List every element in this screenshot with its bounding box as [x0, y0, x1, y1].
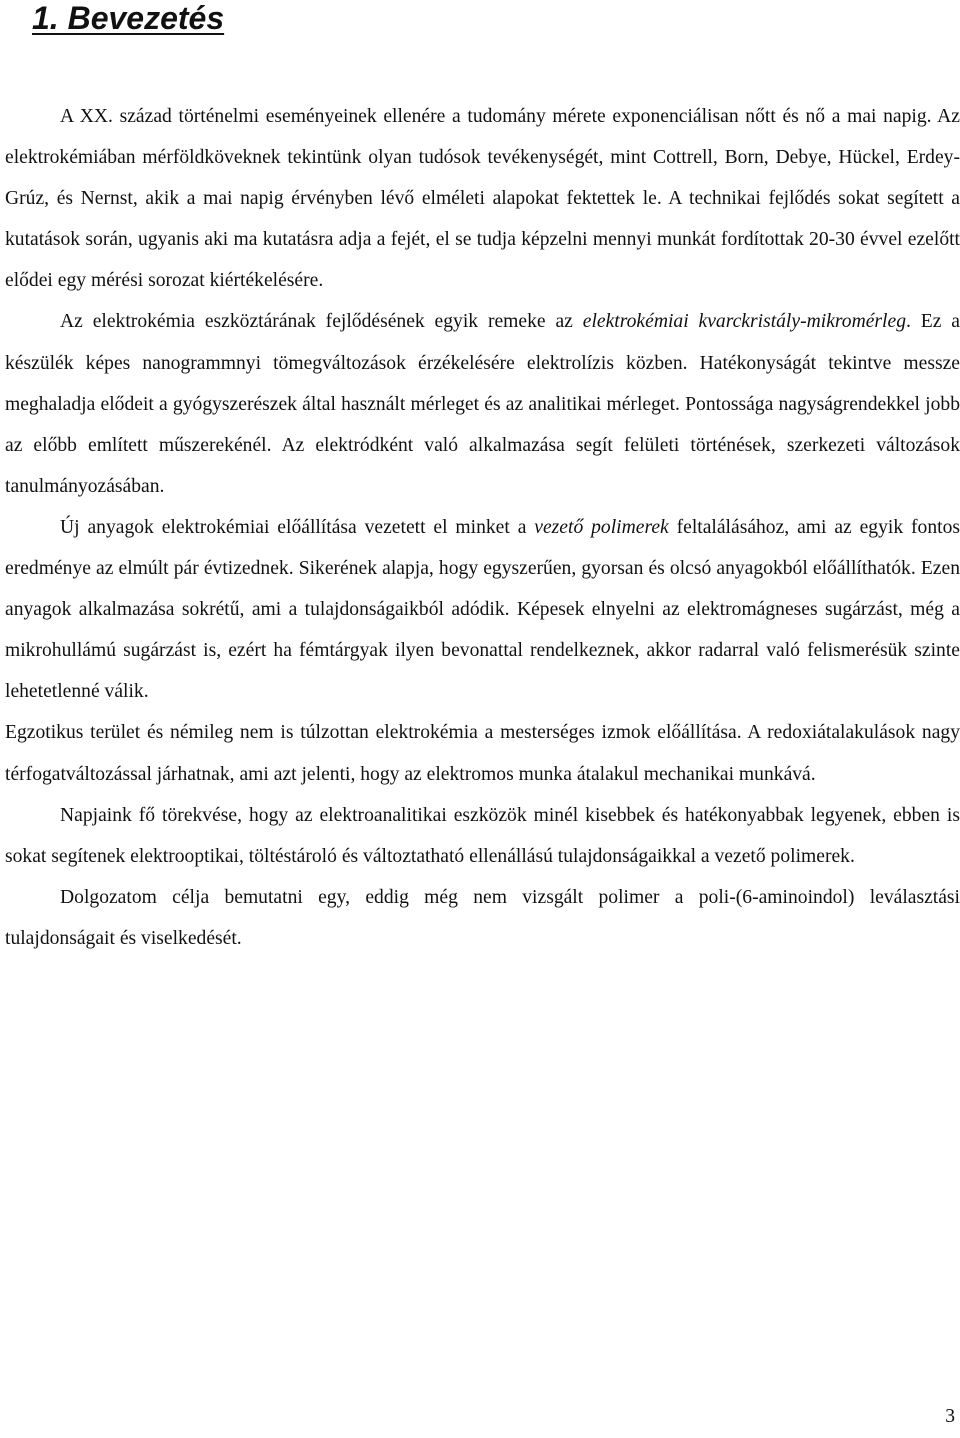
- paragraph-2-text-a: Az elektrokémia eszköztárának fejlődésének egyik remeke az: [60, 311, 583, 333]
- paragraph-3-text-a: Új anyagok elektrokémiai előállítása vezetett el minket a: [60, 516, 535, 538]
- paragraph-3-text-b: feltalálásához, ami az egyik fontos eredménye az elmúlt pár évtizednek. Sikerének alapja, hogy egyszerűen, gyorsan és olcsó anyagokból előállíthatók. Ezen anyagok alkalmazása sokrétű, ami a tulajdonságaikból adódik. Képesek elnyelni az elektromágneses sugárzást, még a mikrohullámú sugárzást is, ezért ha fémtárgyak ilyen bevonattal rendelkeznek, akkor radarral való felismerésük szinte lehetetlenné válik.: [5, 516, 960, 703]
- paragraph-6-text: Dolgozatom célja bemutatni egy, eddig még nem vizsgált polimer a poli-(6-aminoindol) leválasztási tulajdonságait és viselkedését.: [5, 886, 960, 949]
- paragraph-6: [5, 877, 960, 959]
- paragraph-2-term: elektrokémiai kvarckristály-mikromérleg: [582, 311, 906, 333]
- paragraph-3-term: vezető polimerek: [534, 516, 669, 538]
- body-text: [5, 96, 960, 959]
- paragraph-5: [5, 795, 960, 877]
- paragraph-4: [5, 712, 960, 794]
- paragraph-1: [5, 96, 960, 301]
- paragraph-2-text-b: . Ez a készülék képes nanogrammnyi tömegváltozások érzékelésére elektrolízis közben. Hatékonyságát tekintve messze meghaladja elődeit a gyógyszerészek által használt mérleget és az analitikai mérleget. Pontossága nagyságrendekkel jobb az előbb említett műszerekénél. Az elektródként való alkalmazása segít felületi történések, szerkezeti változások tanulmányozásában.: [5, 311, 960, 497]
- paragraph-1-text: A XX. század történelmi eseményeinek ellenére a tudomány mérete exponenciálisan nőtt és nő a mai napig. Az elektrokémiában mérföldköveknek tekintünk olyan tudósok tevékenységét, mint Cottrell, Born, Debye, Hückel, Erdey-Grúz, és Nernst, akik a mai napig érvényben lévő elméleti alapokat fektettek le. A technikai fejlődés sokat segített a kutatások során, ugyanis aki ma kutatásra adja a fejét, el se tudja képzelni mennyi munkát fordítottak 20-30 évvel ezelőtt elődei egy mérési sorozat kiértékelésére.: [5, 106, 960, 292]
- paragraph-3: [5, 507, 960, 712]
- paragraph-4-text: Egzotikus terület és némileg nem is túlzottan elektrokémia a mesterséges izmok előállítása. A redoxiátalakulások nagy térfogatváltozással járhatnak, ami azt jelenti, hogy az elektromos munka átalakul mechanikai munkává.: [5, 722, 960, 785]
- page-number: 3: [945, 1406, 955, 1427]
- paragraph-5-text: Napjaink fő törekvése, hogy az elektroanalitikai eszközök minél kisebbek és hatékonyabbak legyenek, ebben is sokat segítenek elektrooptikai, töltéstároló és változtatható ellenállású tulajdonságaikkal a vezető polimerek.: [5, 804, 960, 867]
- section-heading: 1. Bevezetés: [32, 0, 225, 36]
- paragraph-2: [5, 301, 960, 506]
